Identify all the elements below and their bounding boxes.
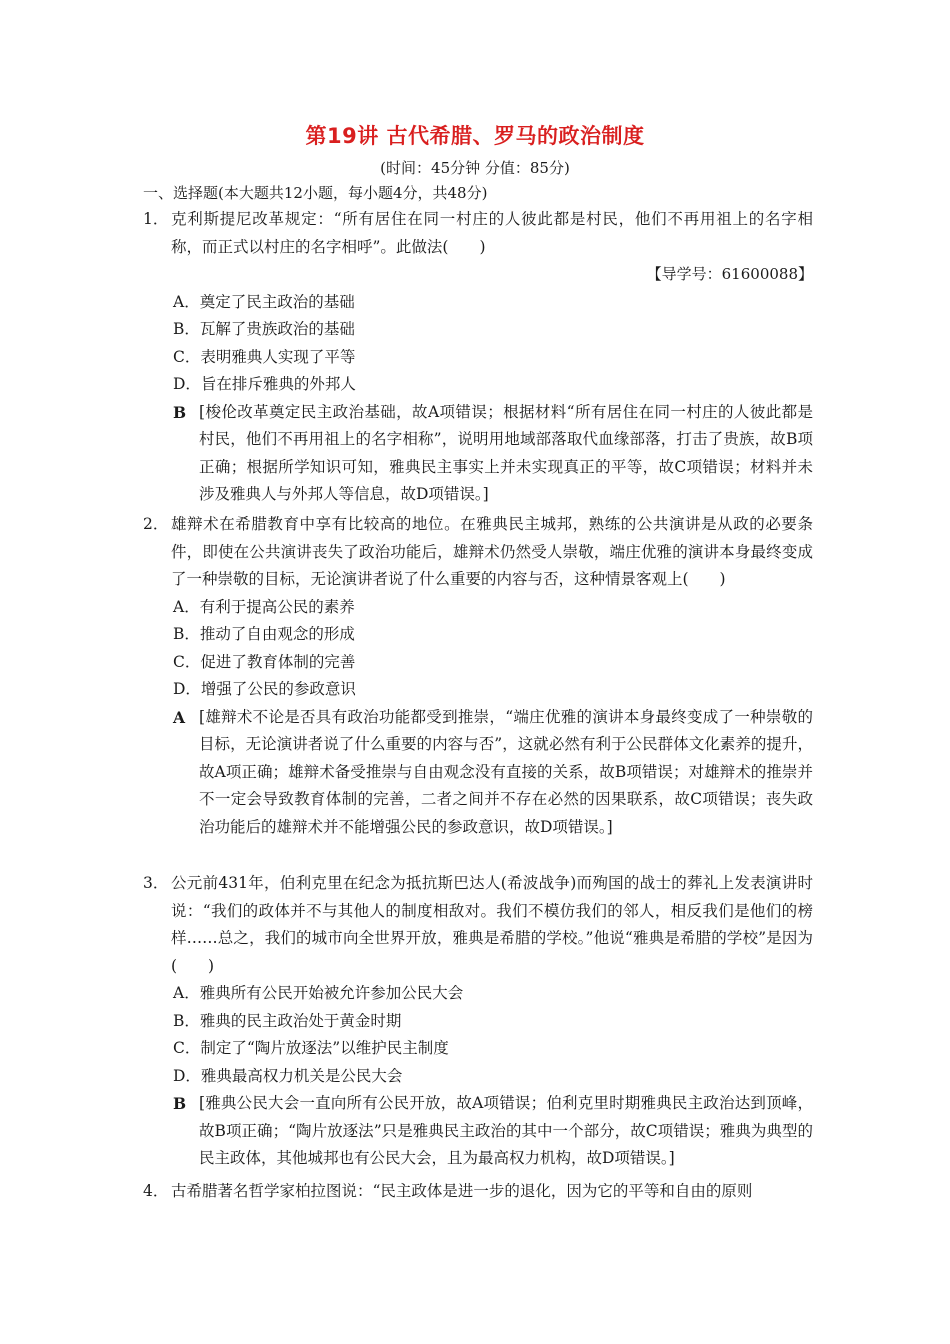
answer-key: A [173,707,186,727]
option-a: A．有利于提高公民的素养 [173,597,355,616]
question-stem: 雄辩术在希腊教育中享有比较高的地位。在雅典民主城邦，熟练的公共演讲是从政的必要条件，即使在公共演讲丧失了政治功能后，雄辩术仍然受人崇敬，端庄优雅的演讲本身最终变成了一种崇敬的目标，无论演讲者说了什么重要的内容与否，这种情景客观上( ) [171,515,813,588]
option-c: C．表明雅典人实现了平等 [173,347,356,366]
question-number: 3． [143,874,169,892]
answer-explanation [143,1090,813,1173]
page-title: 第19讲 古代希腊、罗马的政治制度 [305,124,645,148]
question-1 [143,206,813,509]
explanation-text: [雅典公民大会一直向所有公民开放，故A项错误；伯利克里时期雅典民主政治达到顶峰，故B项正确；“陶片放逐法”只是雅典民主政治的其中一个部分，故C项错误；雅典为典型的民主政体，其他城邦也有公民大会，且为最高权力机构，故D项错误。] [199,1094,813,1167]
answer-explanation [143,399,813,509]
question-stem: 古希腊著名哲学家柏拉图说：“民主政体是进一步的退化，因为它的平等和自由的原则 [171,1182,753,1200]
question-number: 2． [143,515,169,533]
question-stem: 公元前431年，伯利克里在纪念为抵抗斯巴达人(希波战争)而殉国的战士的葬礼上发表演讲时说：“我们的政体并不与其他人的制度相敌对。我们不模仿我们的邻人，相反我们是他们的榜样……总之，我们的城市向全世界开放，雅典是希腊的学校。”他说“雅典是希腊的学校”是因为( ) [171,874,813,975]
question-number: 4． [143,1182,169,1200]
question-4 [143,1178,813,1206]
option-c: C．制定了“陶片放逐法”以维护民主制度 [173,1039,449,1057]
question-number: 1． [143,210,169,228]
question-3 [143,870,813,1173]
answer-key: B [173,402,187,422]
option-b: B．雅典的民主政治处于黄金时期 [173,1011,402,1030]
option-b: B．推动了自由观念的形成 [173,625,355,643]
option-d: D．增强了公民的参政意识 [173,680,356,698]
section-heading: 一、选择题(本大题共12小题，每小题4分，共48分) [143,184,488,202]
question-2 [143,511,813,841]
explanation-text: [雄辩术不论是否具有政治功能都受到推崇，“端庄优雅的演讲本身最终变成了一种崇敬的目标，无论演讲者说了什么重要的内容与否”，这就必然有利于公民群体文化素养的提升，故A项正确；雄辩术备受推崇与自由观念没有直接的关系，故B项错误；对雄辩术的推崇并不一定会导致教育体制的完善，二者之间并不存在必然的因果联系，故C项错误；丧失政治功能后的雄辩术并不能增强公民的参政意识，故D项错误。] [199,707,813,836]
option-c: C．促进了教育体制的完善 [173,652,356,671]
option-d: D．雅典最高权力机关是公民大会 [173,1066,403,1085]
option-a: A．雅典所有公民开始被允许参加公民大会 [173,984,464,1002]
option-b: B．瓦解了贵族政治的基础 [173,320,355,338]
guide-number: 【导学号：61600088】 [646,265,813,283]
answer-key: B [173,1094,187,1113]
question-stem: 克利斯提尼改革规定：“所有居住在同一村庄的人彼此都是村民，他们不再用祖上的名字相称，而正式以村庄的名字相呼”。此做法( ) [171,210,813,256]
explanation-text: [梭伦改革奠定民主政治基础，故A项错误；根据材料“所有居住在同一村庄的人彼此都是村民，他们不再用祖上的名字相称”，说明用地域部落取代血缘部落，打击了贵族，故B项正确；根据所学知识可知，雅典民主事实上并未实现真正的平等，故C项错误；材料并未涉及雅典人与外邦人等信息，故D项错误。] [199,402,813,503]
option-d: D．旨在排斥雅典的外邦人 [173,375,356,393]
option-a: A．奠定了民主政治的基础 [173,292,355,311]
answer-explanation [143,704,813,842]
time-score-info: (时间：45分钟 分值：85分) [380,159,570,177]
